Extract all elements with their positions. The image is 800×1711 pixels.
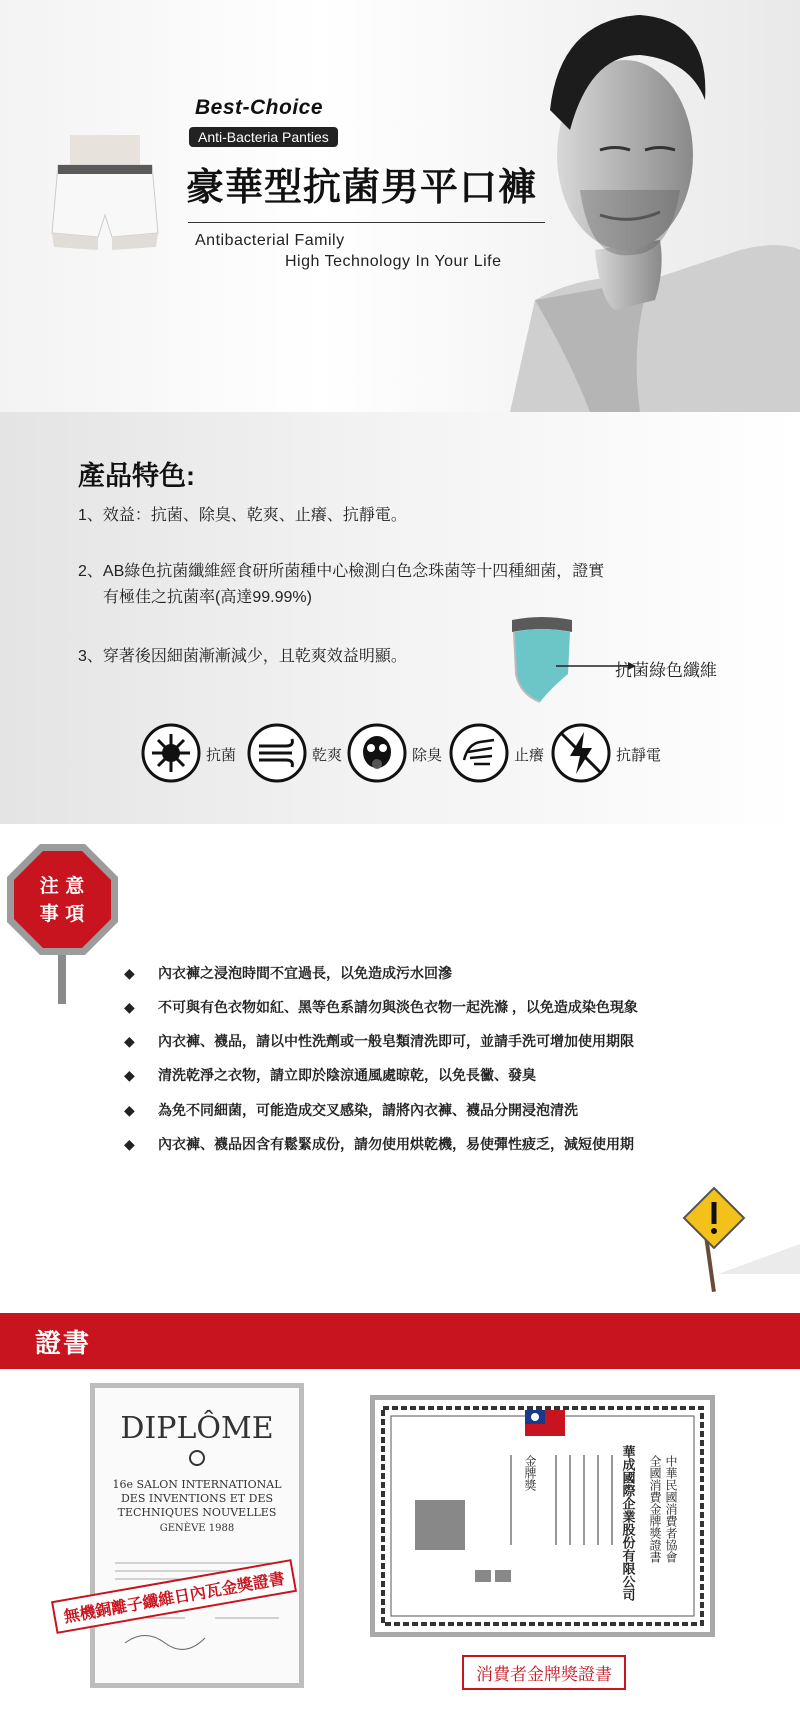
notice-sign-line-2: 事 項 (39, 903, 85, 925)
certificate-image (375, 1400, 710, 1632)
briefs-photo (50, 135, 160, 255)
page-title: 豪華型抗菌男平口褲 (186, 164, 538, 209)
benefit-icons (140, 722, 740, 784)
lightning-icon (550, 722, 612, 784)
benefit-label-antistatic: 抗靜電 (616, 747, 662, 764)
notice-item: ◆ 內衣褲、襪品因含有鬆緊成份，請勿使用烘乾機，易使彈性疲乏，減短使用期 (124, 1136, 634, 1152)
certificates-header (0, 1313, 800, 1369)
diamond-bullet-icon: ◆ (124, 999, 135, 1015)
brand-slogan: Best-Choice (195, 96, 324, 119)
bacteria-icon (140, 722, 202, 784)
certificates-title: 證書 (35, 1328, 92, 1358)
features-title: 產品特色: (78, 461, 195, 491)
tagline-2: High Technology In Your Life (285, 253, 502, 270)
green-fiber-fabric-photo (510, 614, 574, 704)
certificate-org: 中華民國消費者協會 (664, 1455, 678, 1563)
consumer-award-label: 消費者金牌獎證書 (462, 1655, 626, 1690)
feature-item-2-cont: 有極佳之抗菌率(高達99.99%) (103, 589, 312, 606)
notice-item: ◆ 內衣褲、襪品，請以中性洗劑或一般皂類清洗即可，並請手洗可增加使用期限 (124, 1033, 634, 1049)
diamond-bullet-icon: ◆ (124, 965, 135, 981)
benefit-label-anti-itch: 止癢 (514, 747, 545, 764)
notice-stop-sign (5, 844, 120, 1004)
notice-item: ◆ 內衣褲之浸泡時間不宜過長，以免造成污水回滲 (124, 965, 452, 981)
diploma-line-4: GENÈVE 1988 (159, 1523, 235, 1534)
benefit-label-antibacterial: 抗菌 (206, 747, 237, 764)
diamond-bullet-icon: ◆ (124, 1102, 135, 1118)
notice-item: ◆ 為免不同細菌，可能造成交叉感染，請將內衣褲、襪品分開浸泡清洗 (124, 1102, 578, 1118)
care-notice-section (0, 824, 800, 1294)
certificate-award: 金牌獎 (523, 1455, 537, 1491)
consumer-gold-certificate (370, 1395, 715, 1637)
hero-banner (0, 0, 800, 412)
diploma-title: DIPLÔME (120, 1411, 274, 1446)
tagline-1: Antibacterial Family (195, 232, 345, 249)
geneva-diploma (90, 1383, 304, 1688)
diploma-line-1: 16e SALON INTERNATIONAL (112, 1478, 282, 1491)
title-divider (188, 222, 545, 223)
geneva-award-stamp: 無機銅離子纖維日內瓦金獎證書 (51, 1559, 297, 1634)
notice-item: ◆ 清洗乾淨之衣物，請立即於陰涼通風處晾乾，以免長黴、發臭 (124, 1067, 536, 1083)
gas-mask-icon (346, 722, 408, 784)
certificate-company: 華成國際企業股份有限公司 (619, 1445, 635, 1601)
features-section (0, 412, 800, 824)
feature-item-1: 1、效益：抗菌、除臭、乾爽、止癢、抗靜電。 (78, 507, 407, 524)
benefit-label-dry: 乾爽 (312, 747, 343, 764)
wind-icon (246, 722, 308, 784)
notice-item: ◆ 不可與有色衣物如紅、黑等色系請勿與淡色衣物一起洗滌 ，以免造成染色現象 (124, 999, 638, 1015)
diamond-bullet-icon: ◆ (124, 1067, 135, 1083)
diploma-line-2: DES INVENTIONS ET DES (120, 1492, 274, 1505)
product-english-name: Anti-Bacteria Panties (189, 127, 338, 147)
diploma-image (95, 1388, 299, 1683)
notice-sign-line-1: 注 意 (39, 875, 85, 897)
certificate-doc: 全國消費金牌獎證書 (648, 1455, 662, 1563)
benefit-label-deodorize: 除臭 (412, 747, 443, 764)
diamond-bullet-icon: ◆ (124, 1033, 135, 1049)
fiber-label: 抗菌綠色纖維 (615, 661, 717, 680)
feature-item-2: 2、AB綠色抗菌纖維經食研所菌種中心檢測白色念珠菌等十四種細菌，證實 (78, 563, 605, 580)
scratch-hand-icon (448, 722, 510, 784)
feature-item-3: 3、穿著後因細菌漸漸減少，且乾爽效益明顯。 (78, 648, 407, 665)
warning-sign-icon (678, 1184, 800, 1294)
diamond-bullet-icon: ◆ (124, 1136, 135, 1152)
diploma-line-3: TECHNIQUES NOUVELLES (117, 1506, 277, 1519)
